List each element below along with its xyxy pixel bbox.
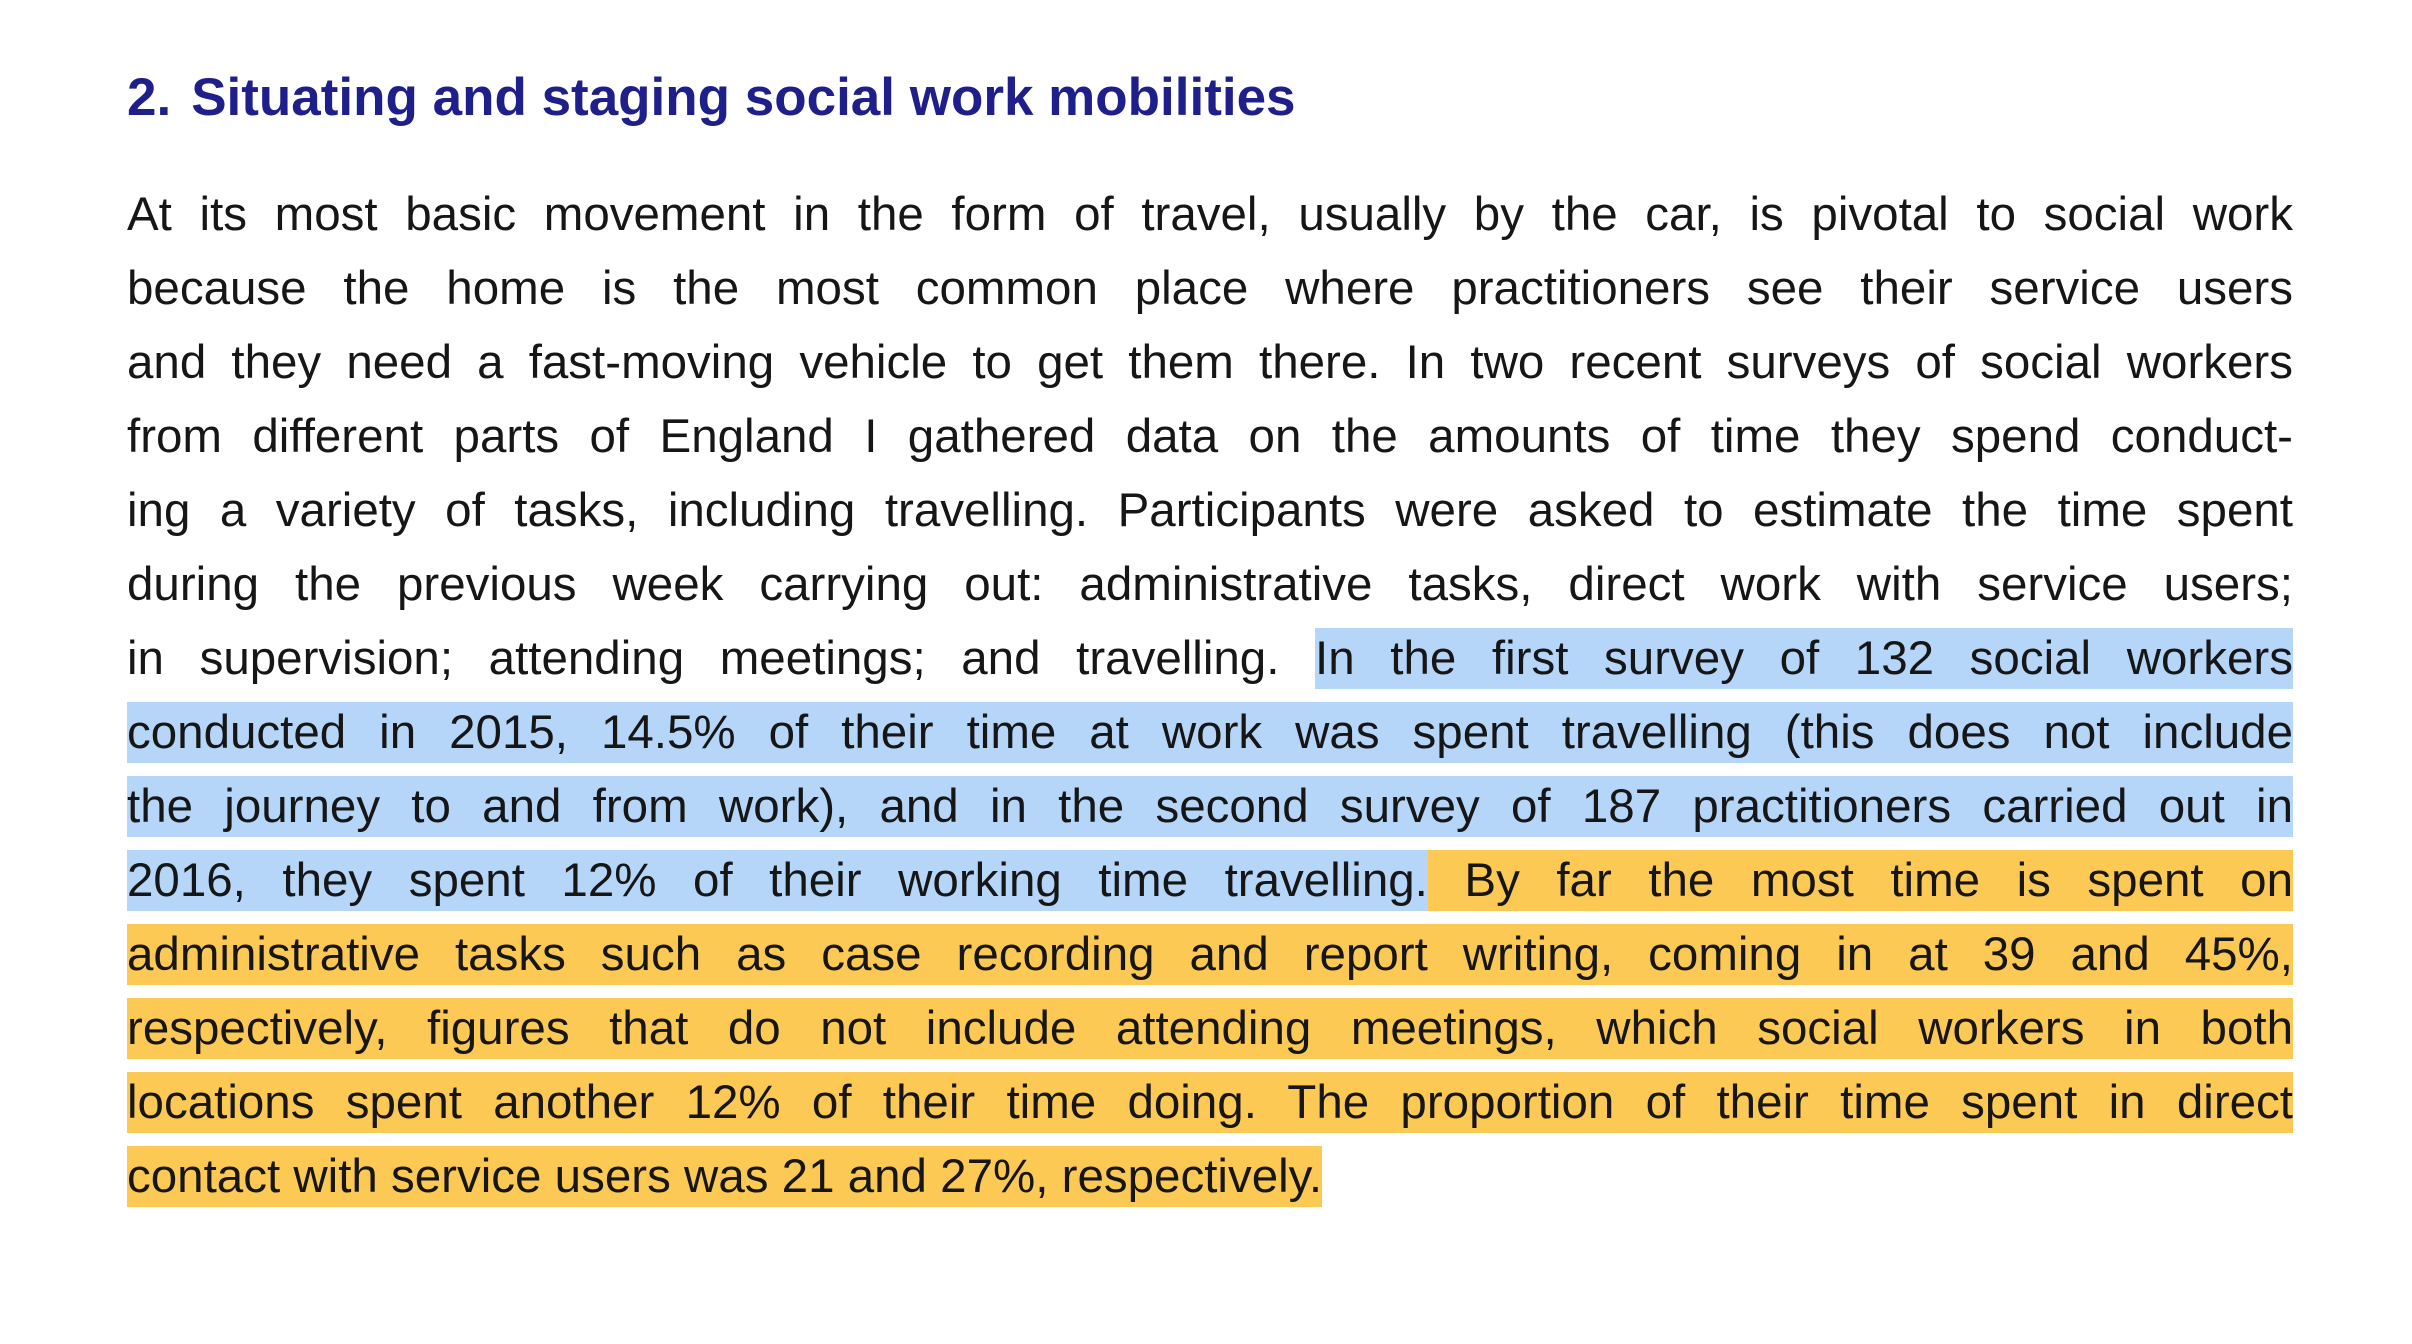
paragraph-line	[127, 400, 2293, 474]
paragraph-line	[127, 770, 2293, 844]
paragraph-line	[127, 326, 2293, 400]
body-paragraph[interactable]	[127, 178, 2293, 1214]
blue-highlight[interactable]: 2016, they spent 12% of their working time travelling.	[127, 850, 1428, 911]
paragraph-line	[127, 992, 2293, 1066]
paragraph-line	[127, 696, 2293, 770]
paragraph-line	[127, 252, 2293, 326]
paragraph-line	[127, 918, 2293, 992]
paragraph-line	[127, 548, 2293, 622]
plain-text: At its most basic movement in the form of travel, usually by the car, is pivotal to social work	[127, 188, 2293, 241]
paragraph-line	[127, 622, 2293, 696]
plain-text: and they need a fast-moving vehicle to get them there. In two recent surveys of social workers	[127, 336, 2293, 389]
orange-highlight[interactable]: administrative tasks such as case recording and report writing, coming in at 39 and 45%,	[127, 924, 2293, 985]
section-heading	[127, 58, 2293, 138]
plain-text: ing a variety of tasks, including travelling. Participants were asked to estimate the time spent	[127, 484, 2293, 537]
paragraph-line	[127, 178, 2293, 252]
section-number: 2.	[127, 68, 172, 127]
plain-text: during the previous week carrying out: administrative tasks, direct work with service users;	[127, 558, 2293, 611]
paragraph-line	[127, 474, 2293, 548]
orange-highlight[interactable]: locations spent another 12% of their time doing. The proportion of their time spent in direct	[127, 1072, 2293, 1133]
orange-highlight[interactable]: By far the most time is spent on	[1428, 850, 2293, 911]
paragraph-line	[127, 844, 2293, 918]
blue-highlight[interactable]: In the first survey of 132 social workers	[1315, 628, 2293, 689]
blue-highlight[interactable]: the journey to and from work), and in the second survey of 187 practitioners carried out in	[127, 776, 2293, 837]
orange-highlight[interactable]: contact with service users was 21 and 27%, respectively.	[127, 1146, 1322, 1207]
plain-text: from different parts of England I gathered data on the amounts of time they spend conduct-	[127, 410, 2293, 463]
plain-text: in supervision; attending meetings; and travelling.	[127, 632, 1316, 685]
blue-highlight[interactable]: conducted in 2015, 14.5% of their time at work was spent travelling (this does not include	[127, 702, 2293, 763]
document-page	[127, 58, 2293, 1203]
orange-highlight[interactable]: respectively, figures that do not include attending meetings, which social workers in both	[127, 998, 2293, 1059]
plain-text: because the home is the most common place where practitioners see their service users	[127, 262, 2293, 315]
section-title: Situating and staging social work mobilities	[191, 68, 1296, 127]
paragraph-line	[127, 1140, 2293, 1214]
paragraph-line	[127, 1066, 2293, 1140]
